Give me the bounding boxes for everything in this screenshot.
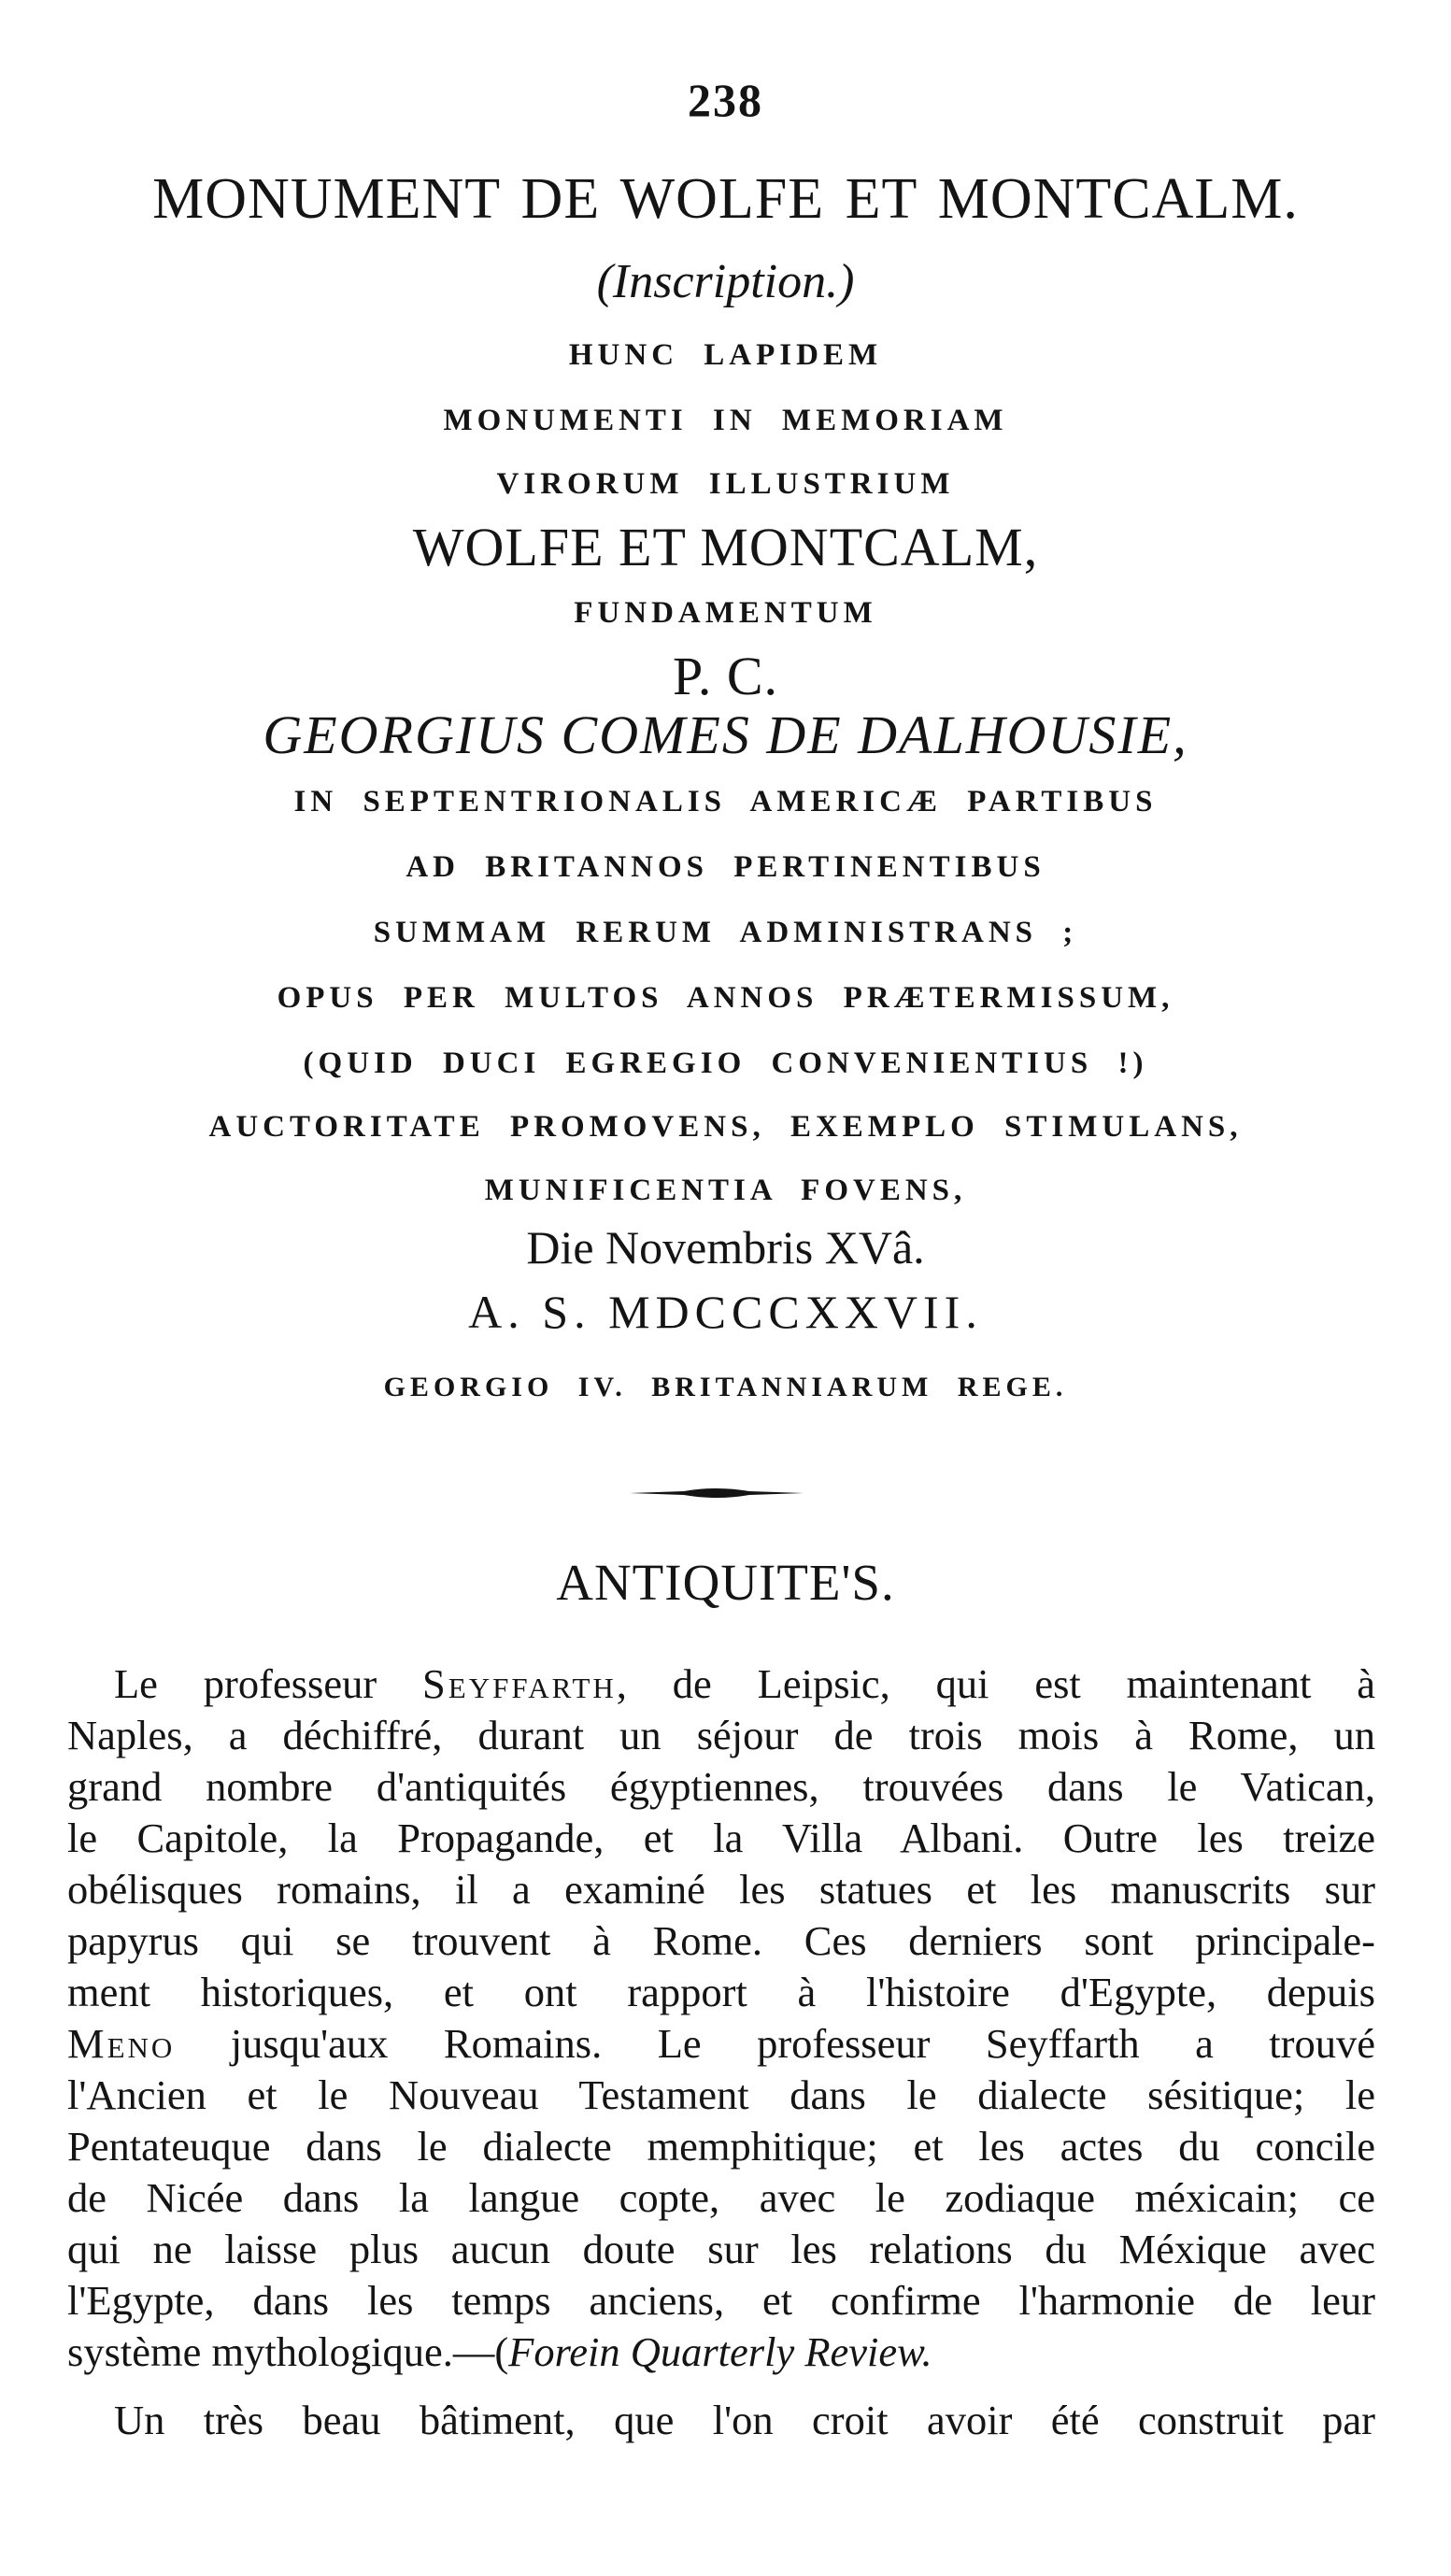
- text-line: de Nicée dans la langue copte, avec le zodiaque méxicain; ce: [67, 2174, 1375, 2221]
- text-line: grand nombre d'antiquités égyptiennes, trouvées dans le Vatican,: [67, 1763, 1375, 1810]
- inscription-line: MUNIFICENTIA FOVENS,: [484, 1174, 967, 1207]
- inscription-line: AD BRITANNOS PERTINENTIBUS: [405, 850, 1046, 884]
- inscription-line: (QUID DUCI EGREGIO CONVENIENTIUS !): [303, 1046, 1148, 1080]
- inscription-line: OPUS PER MULTOS ANNOS PRÆTERMISSUM,: [277, 981, 1174, 1015]
- text-line: Pentateuque dans le dialecte memphitique; et les actes du concile: [67, 2123, 1375, 2170]
- text-line: papyrus qui se trouvent à Rome. Ces derniers sont principale-: [67, 1917, 1375, 1964]
- section-heading: ANTIQUITE'S.: [556, 1554, 895, 1611]
- text-line: Meno jusqu'aux Romains. Le professeur Seyffarth a trouvé: [67, 2020, 1375, 2067]
- text-line: qui ne laisse plus aucun doute sur les relations du Méxique avec: [67, 2226, 1375, 2272]
- inscription-line: AUCTORITATE PROMOVENS, EXEMPLO STIMULANS,: [208, 1110, 1243, 1144]
- text-line: Le professeur Seyffarth, de Leipsic, qui est maintenant à: [114, 1660, 1375, 1707]
- inscription-line: A. S. MDCCCXXVII.: [468, 1286, 983, 1338]
- text-line: l'Egypte, dans les temps anciens, et confirme l'harmonie de leur: [67, 2277, 1375, 2324]
- paragraph-batiment: [67, 2395, 1375, 2446]
- page-number: 238: [688, 74, 763, 126]
- text-line: système mythologique.—(Forein Quarterly Review.: [67, 2328, 932, 2375]
- inscription-line: VIRORUM ILLUSTRIUM: [496, 467, 955, 501]
- text-line: obélisques romains, il a examiné les statues et les manuscrits sur: [67, 1866, 1375, 1913]
- ornament-rule: [628, 1484, 805, 1502]
- text-line: Un très beau bâtiment, que l'on croit avoir été construit par: [114, 2397, 1375, 2443]
- article-title: MONUMENT DE WOLFE ET MONTCALM.: [152, 167, 1299, 231]
- paragraph-antiquites: [67, 1658, 1375, 2378]
- inscription-line: IN SEPTENTRIONALIS AMERICÆ PARTIBUS: [293, 785, 1158, 818]
- inscription-line: Die Novembris XVâ.: [526, 1221, 925, 1274]
- inscription-line: GEORGIO IV. BRITANNIARUM REGE.: [383, 1372, 1068, 1402]
- text-line: Naples, a déchiffré, durant un séjour de trois mois à Rome, un: [67, 1712, 1375, 1758]
- inscription-line: GEORGIUS COMES DE DALHOUSIE,: [263, 704, 1188, 765]
- text-line: l'Ancien et le Nouveau Testament dans le dialecte sésitique; le: [67, 2071, 1375, 2118]
- inscription-line: MONUMENTI IN MEMORIAM: [443, 404, 1008, 437]
- inscription-line: HUNC LAPIDEM: [568, 338, 883, 372]
- inscription-line: FUNDAMENTUM: [574, 596, 877, 630]
- inscription-line: SUMMAM RERUM ADMINISTRANS ;: [373, 916, 1078, 949]
- inscription-line: P. C.: [672, 646, 778, 706]
- text-line: ment historiques, et ont rapport à l'histoire d'Egypte, depuis: [67, 1969, 1375, 2015]
- text-line: le Capitole, la Propagande, et la Villa Albani. Outre les treize: [67, 1815, 1375, 1861]
- article-subtitle: (Inscription.): [596, 255, 855, 308]
- inscription-line: WOLFE ET MONTCALM,: [412, 517, 1039, 577]
